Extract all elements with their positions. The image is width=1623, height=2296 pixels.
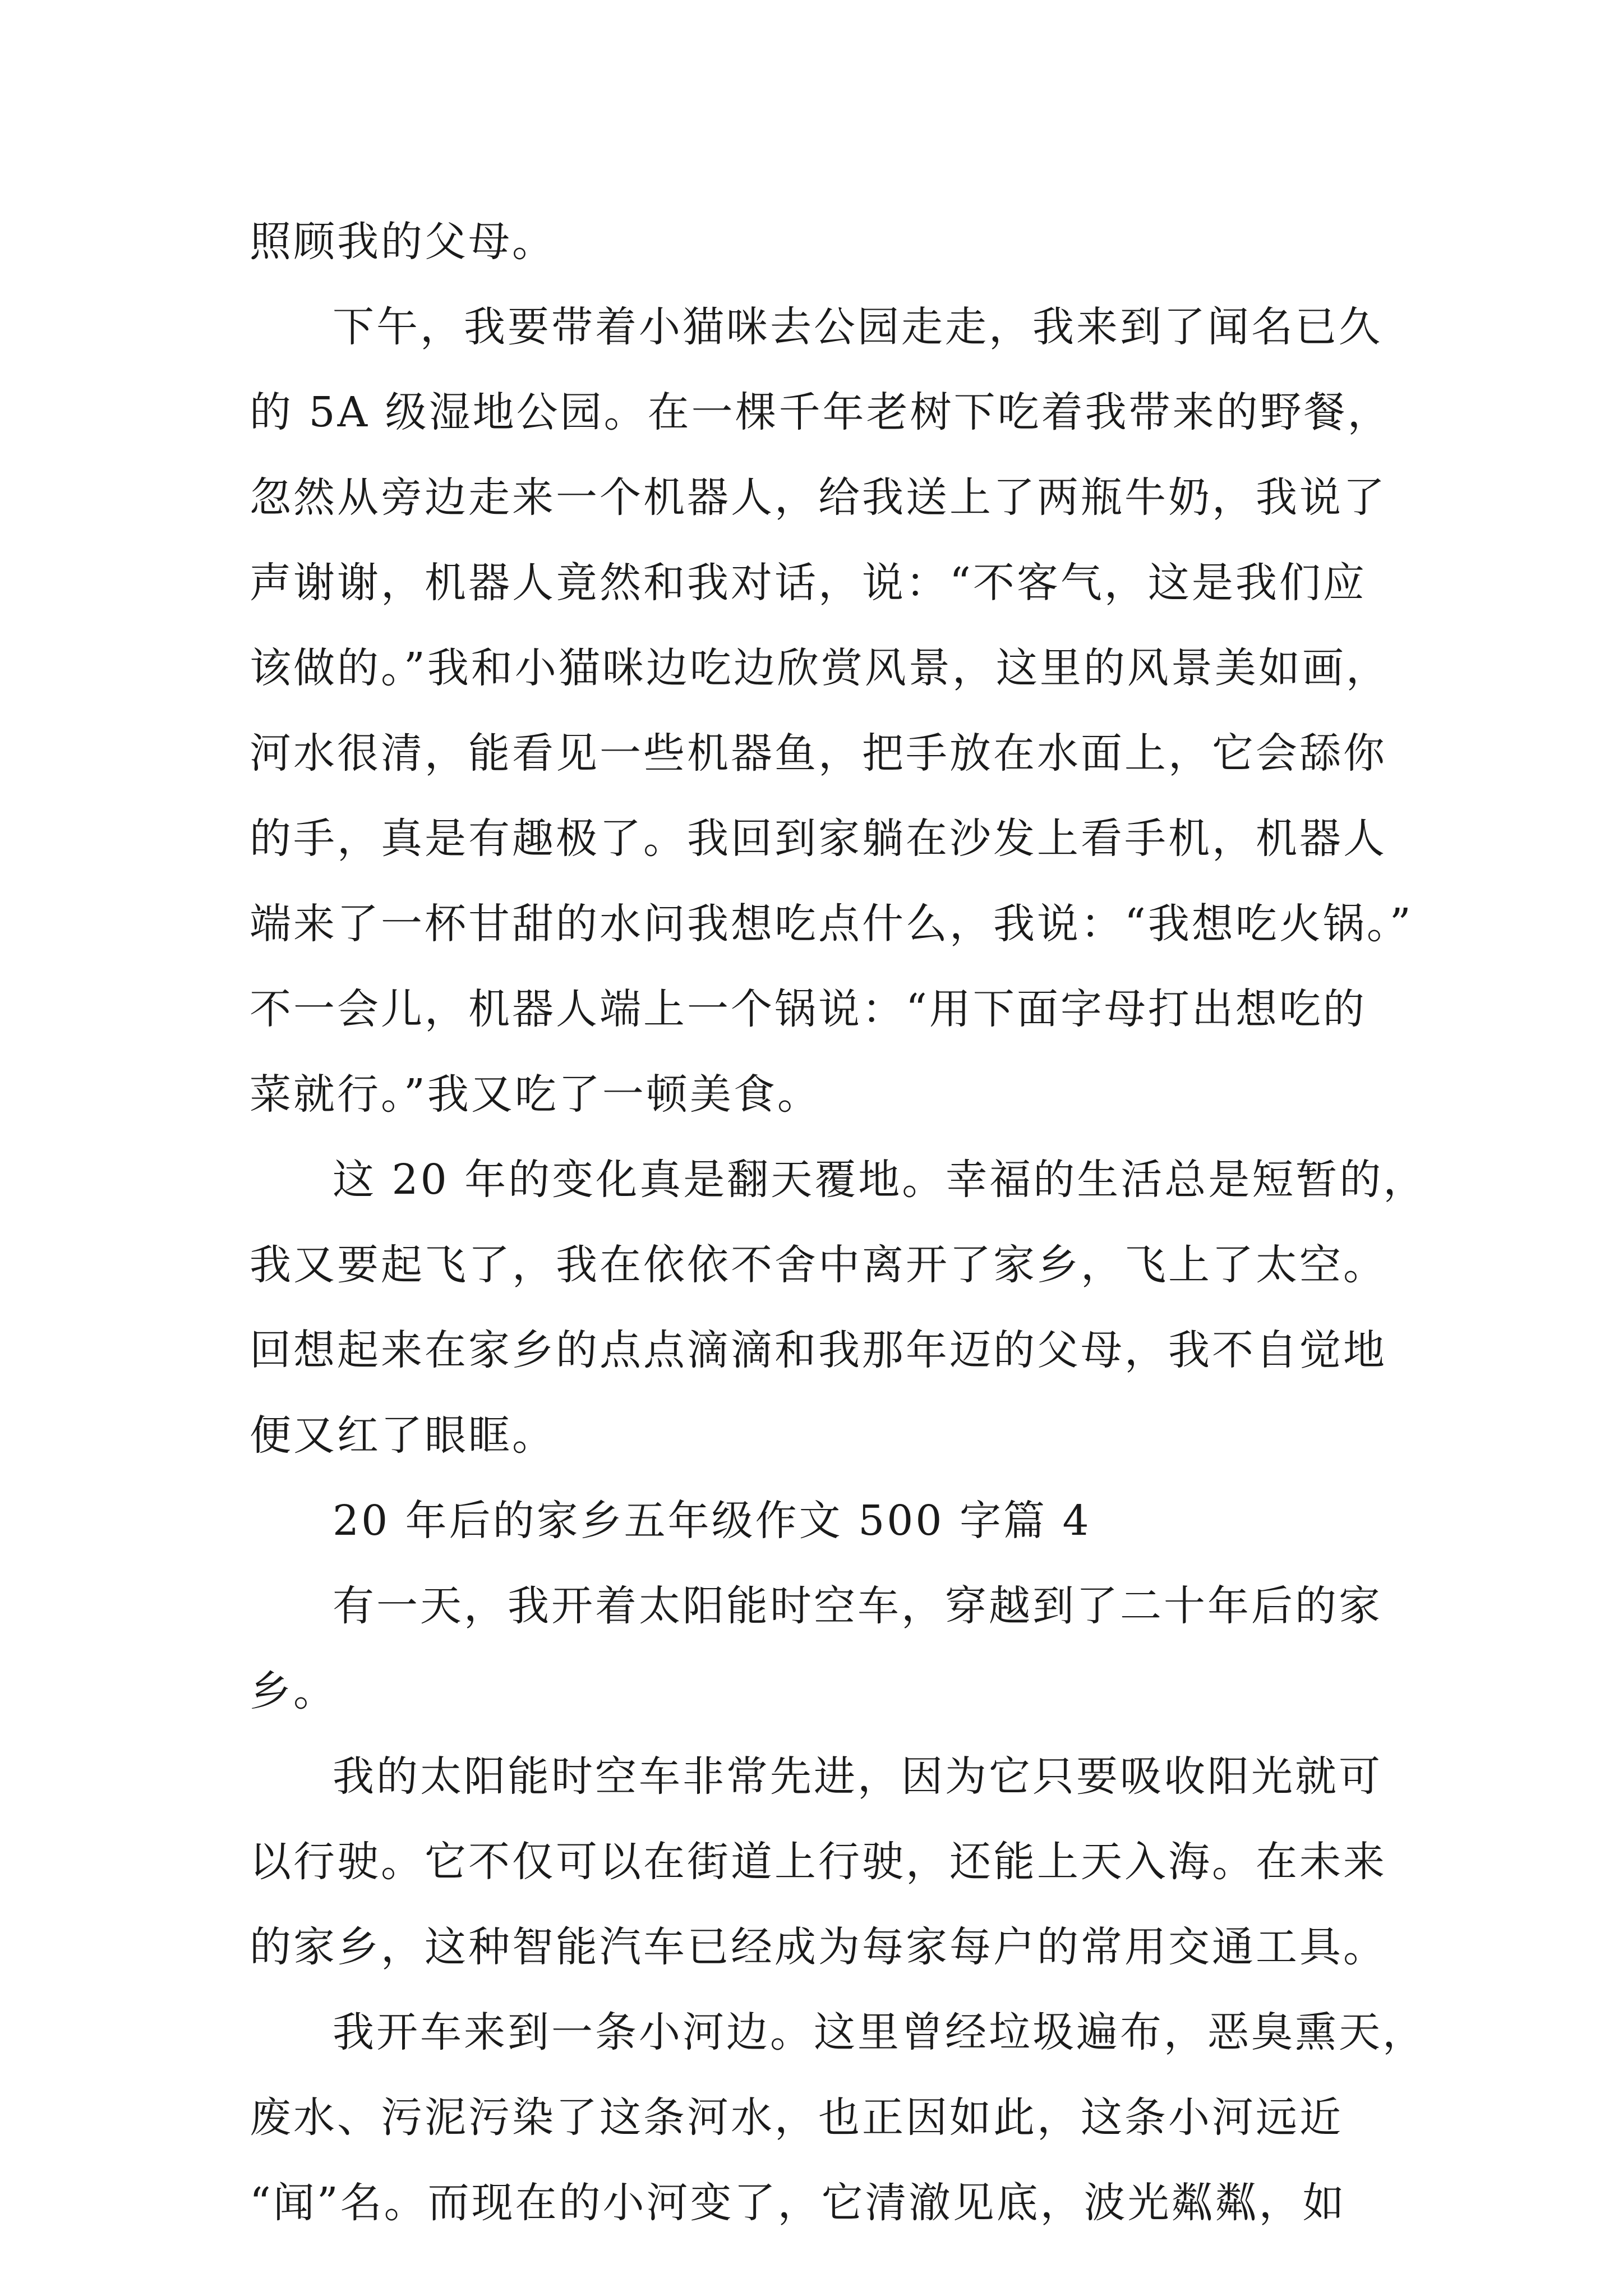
text-line: 的家乡，这种智能汽车已经成为每家每户的常用交通工具。 (250, 1923, 1387, 1971)
text-line: 废水、污泥污染了这条河水，也正因如此，这条小河远近 (250, 2093, 1343, 2142)
text-line: 菜就行。”我又吃了一顿美食。 (250, 1070, 821, 1119)
text-line: 的手，真是有趣极了。我回到家躺在沙发上看手机，机器人 (250, 815, 1387, 863)
text-line: 乡。 (250, 1667, 337, 1715)
text-line: 下午，我要带着小猫咪去公园走走，我来到了闻名已久 (333, 303, 1382, 351)
text-line: 这 20 年的变化真是翻天覆地。幸福的生活总是短暂的， (333, 1156, 1427, 1204)
text-line: 有一天，我开着太阳能时空车，穿越到了二十年后的家 (333, 1582, 1382, 1630)
text-line: 端来了一杯甘甜的水问我想吃点什么，我说：“我想吃火锅。” (250, 900, 1413, 948)
section-heading: 20 年后的家乡五年级作文 500 字篇 4 (333, 1497, 1091, 1545)
text-line: 的 5A 级湿地公园。在一棵千年老树下吃着我带来的野餐， (250, 388, 1391, 436)
text-line: 回想起来在家乡的点点滴滴和我那年迈的父母，我不自觉地 (250, 1326, 1387, 1374)
text-line: 不一会儿，机器人端上一个锅说：“用下面字母打出想吃的 (250, 985, 1367, 1033)
text-line: “闻”名。而现在的小河变了，它清澈见底，波光粼粼，如 (250, 2179, 1347, 2227)
text-line: 以行驶。它不仅可以在街道上行驶，还能上天入海。在未来 (250, 1838, 1387, 1886)
text-line: 河水很清，能看见一些机器鱼，把手放在水面上，它会舔你 (250, 729, 1387, 777)
text-line: 该做的。”我和小猫咪边吃边欣赏风景，这里的风景美如画， (250, 644, 1390, 692)
text-line: 我的太阳能时空车非常先进，因为它只要吸收阳光就可 (333, 1752, 1382, 1801)
document-body (250, 199, 1427, 2246)
text-line: 我又要起飞了，我在依依不舍中离开了家乡，飞上了太空。 (250, 1241, 1387, 1289)
text-line: 忽然从旁边走来一个机器人，给我送上了两瓶牛奶，我说了 (250, 473, 1387, 522)
text-line: 照顾我的父母。 (250, 218, 556, 266)
text-line: 便又红了眼眶。 (250, 1411, 556, 1460)
text-line: 声谢谢，机器人竟然和我对话，说：“不客气，这是我们应 (250, 559, 1367, 607)
text-line: 我开车来到一条小河边。这里曾经垃圾遍布，恶臭熏天， (333, 2008, 1426, 2056)
